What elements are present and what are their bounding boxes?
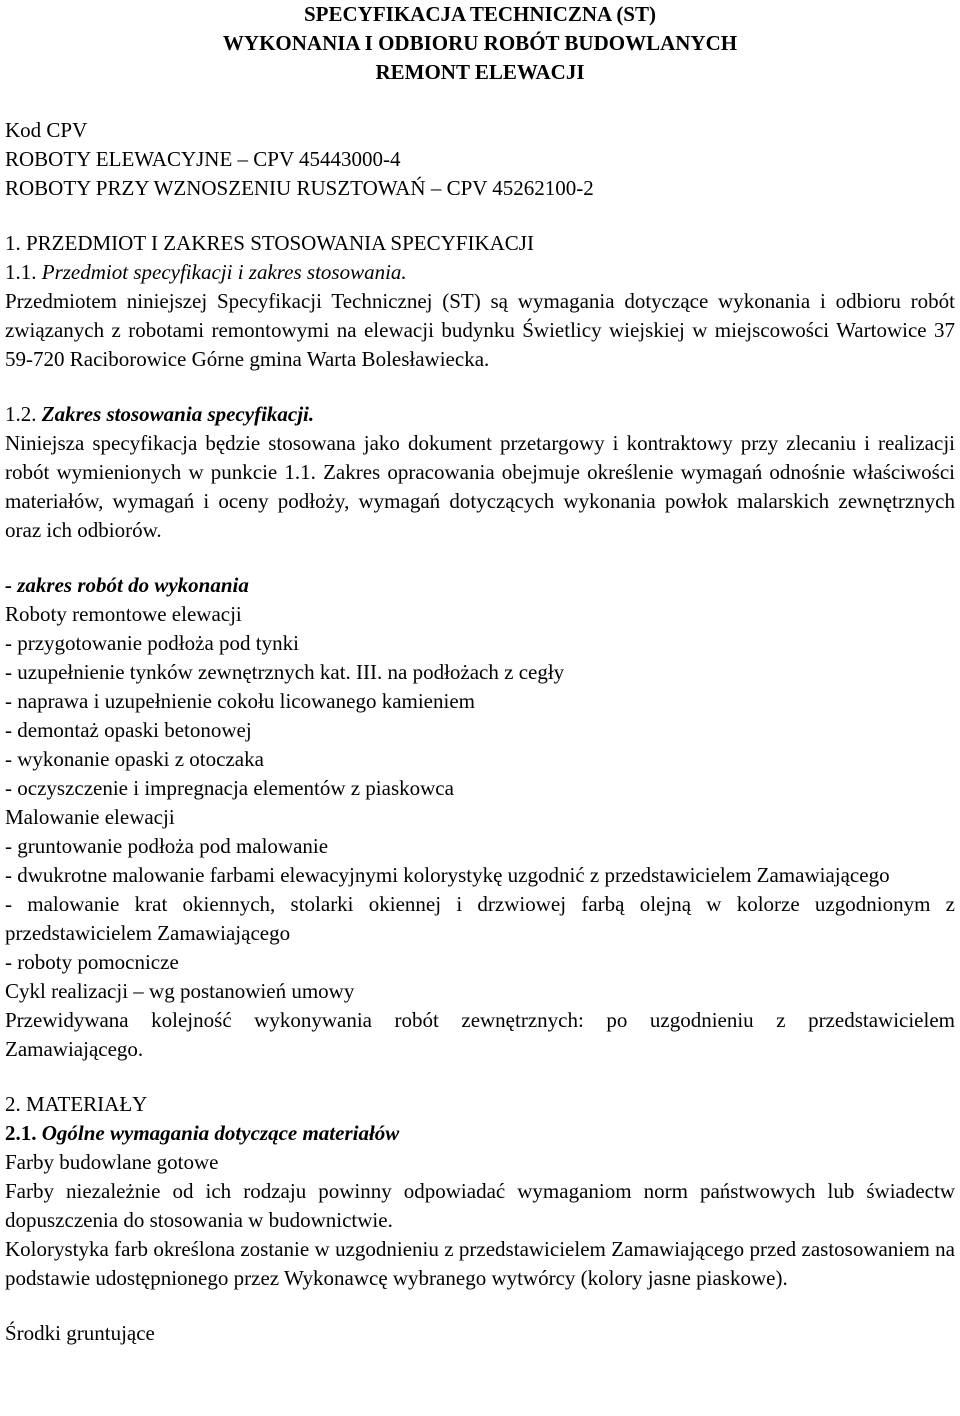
subsection-2-1-number: 2.1. bbox=[5, 1121, 42, 1145]
subsection-1-2-text: Niniejsza specyfikacja będzie stosowana jako dokument przetargowy i kontraktowy przy zlecaniu i realizacji robót wymienionych w punkcie 1.1. Zakres opracowania obejmuje określenie wymagań odnośnie właściwości materiałów, wymagań i oceny podłoży, wymagań dotyczących wykonania powłok malarskich zewnętrznych oraz ich odbiorów. bbox=[5, 431, 955, 542]
list-item: - demontaż opaski betonowej bbox=[5, 718, 252, 742]
primers-title: Środki gruntujące bbox=[5, 1321, 155, 1345]
title-line-2: WYKONANIA I ODBIORU ROBÓT BUDOWLANYCH bbox=[222, 31, 738, 55]
subsection-1-2-heading bbox=[5, 400, 955, 429]
paints-text-2: Kolorystyka farb określona zostanie w uzgodnieniu z przedstawicielem Zamawiającego przed zastosowaniem na podstawie udostępnionego przez Wykonawcę wybranego wytwórcy (kolory jasne piaskowe). bbox=[5, 1237, 955, 1290]
subsection-1-2-title: Zakres stosowania specyfikacji. bbox=[41, 402, 315, 426]
list-item: - gruntowanie podłoża pod malowanie bbox=[5, 834, 329, 858]
subsection-2-1-heading bbox=[5, 1119, 955, 1148]
list-item: - oczyszczenie i impregnacja elementów z piaskowca bbox=[5, 776, 454, 800]
scope-group-1-title: Roboty remontowe elewacji bbox=[5, 602, 242, 626]
scope-group-1-list bbox=[5, 629, 955, 803]
cpv-line-2: ROBOTY PRZY WZNOSZENIU RUSZTOWAŃ – CPV 45262100-2 bbox=[5, 176, 594, 200]
paints-title: Farby budowlane gotowe bbox=[5, 1150, 219, 1174]
cpv-label: Kod CPV bbox=[5, 118, 88, 142]
scope-cycle: Cykl realizacji – wg postanowień umowy bbox=[5, 979, 355, 1003]
list-item: - uzupełnienie tynków zewnętrznych kat. III. na podłożach z cegły bbox=[5, 660, 565, 684]
subsection-1-1-text: Przedmiotem niniejszej Specyfikacji Technicznej (ST) są wymagania dotyczące wykonania i odbioru robót związanych z robotami remontowymi na elewacji budynku Świetlicy wiejskiej w miejscowości Wartowice 37 59-720 Raciborowice Górne gmina Warta Bolesławiecka. bbox=[5, 289, 955, 371]
cpv-line-1: ROBOTY ELEWACYJNE – CPV 45443000-4 bbox=[5, 147, 401, 171]
scope-order: Przewidywana kolejność wykonywania robót zewnętrznych: po uzgodnieniu z przedstawicielem Zamawiającego. bbox=[5, 1008, 955, 1061]
list-item: - naprawa i uzupełnienie cokołu licowanego kamieniem bbox=[5, 689, 475, 713]
subsection-1-1-title: Przedmiot specyfikacji i zakres stosowania. bbox=[41, 260, 407, 284]
subsection-1-2-number: 1.2. bbox=[5, 402, 42, 426]
scope-heading: - zakres robót do wykonania bbox=[5, 573, 249, 597]
subsection-2-1-title: Ogólne wymagania dotyczące materiałów bbox=[41, 1121, 400, 1145]
document-page bbox=[5, 0, 955, 1348]
scope-group-2-list bbox=[5, 832, 955, 977]
title-line-1: SPECYFIKACJA TECHNICZNA (ST) bbox=[303, 2, 656, 26]
title-line-3: REMONT ELEWACJI bbox=[375, 60, 585, 84]
document-title bbox=[5, 0, 955, 87]
section-1-heading: 1. PRZEDMIOT I ZAKRES STOSOWANIA SPECYFIKACJI bbox=[5, 231, 534, 255]
paints-text-1: Farby niezależnie od ich rodzaju powinny odpowiadać wymaganiom norm państwowych lub świadectw dopuszczenia do stosowania w budownictwie. bbox=[5, 1179, 955, 1232]
scope-group-2-title: Malowanie elewacji bbox=[5, 805, 175, 829]
list-item: - malowanie krat okiennych, stolarki okiennej i drzwiowej farbą olejną w kolorze uzgodnionym z przedstawicielem Zamawiającego bbox=[5, 892, 955, 945]
list-item: - roboty pomocnicze bbox=[5, 950, 179, 974]
cpv-codes bbox=[5, 116, 955, 203]
list-item: - przygotowanie podłoża pod tynki bbox=[5, 631, 299, 655]
list-item: - dwukrotne malowanie farbami elewacyjnymi kolorystykę uzgodnić z przedstawicielem Zamawiającego bbox=[5, 863, 890, 887]
list-item: - wykonanie opaski z otoczaka bbox=[5, 747, 264, 771]
subsection-1-1-heading bbox=[5, 258, 955, 287]
section-2-heading: 2. MATERIAŁY bbox=[5, 1092, 148, 1116]
subsection-1-1-number: 1.1. bbox=[5, 260, 42, 284]
